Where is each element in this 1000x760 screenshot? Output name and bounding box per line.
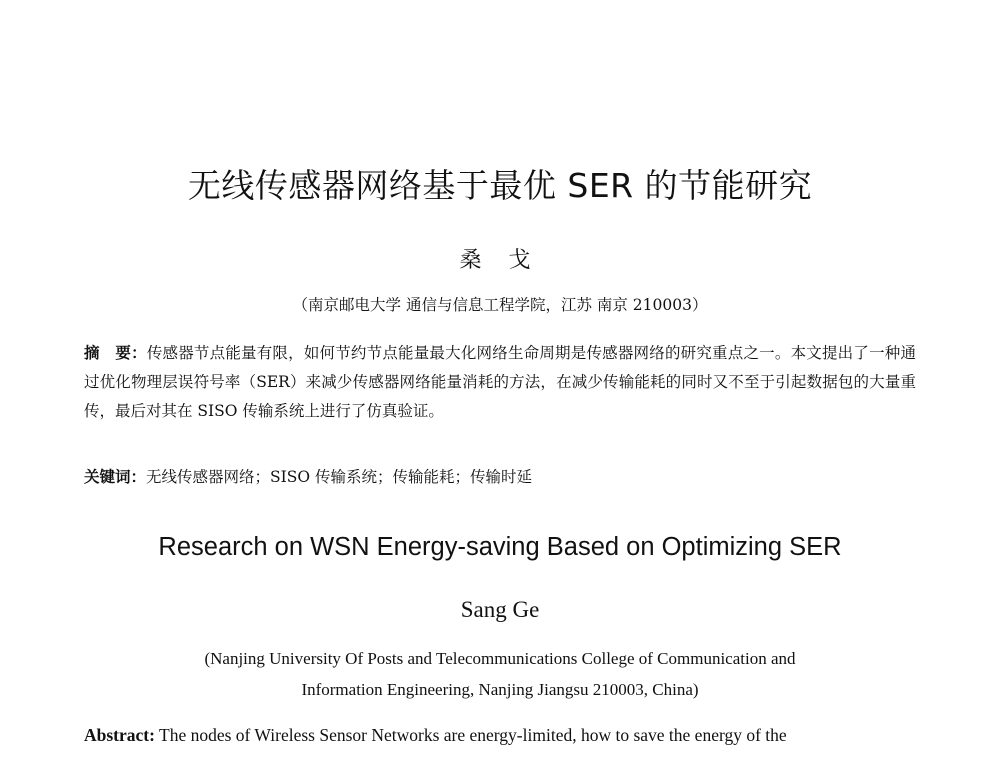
chinese-keywords-text: 无线传感器网络；SISO 传输系统；传输能耗；传输时延 [146, 468, 533, 486]
chinese-abstract-label: 摘 要： [84, 343, 147, 362]
english-affiliation-line-2: Information Engineering, Nanjing Jiangsu 210003, China) [301, 680, 699, 699]
english-abstract-text: The nodes of Wireless Sensor Networks are energy-limited, how to save the energy of the [159, 725, 787, 745]
chinese-keywords [84, 462, 916, 492]
chinese-title: 无线传感器网络基于最优 SER 的节能研究 [187, 166, 813, 205]
english-affiliation-line-1: (Nanjing University Of Posts and Telecommunications College of Communication and [204, 649, 796, 668]
english-title: Research on WSN Energy-saving Based on Optimizing SER [158, 533, 842, 561]
english-author: Sang Ge [460, 597, 540, 622]
english-affiliation [0, 643, 1000, 705]
chinese-author: 桑 戈 [459, 248, 541, 273]
english-abstract-label: Abstract: [84, 725, 155, 745]
chinese-keywords-label: 关键词： [84, 467, 147, 486]
chinese-abstract [84, 338, 916, 426]
chinese-affiliation: （南京邮电大学 通信与信息工程学院，江苏 南京 210003） [292, 296, 708, 314]
chinese-abstract-text: 传感器节点能量有限，如何节约节点能量最大化网络生命周期是传感器网络的研究重点之一。本文提出了一种通过优化物理层误符号率（SER）来减少传感器网络能量消耗的方法，在减少传输能耗的同时又不至于引起数据包的大量重传，最后对其在 SISO 传输系统上进行了仿真验证。 [84, 344, 916, 420]
english-abstract [84, 720, 916, 750]
